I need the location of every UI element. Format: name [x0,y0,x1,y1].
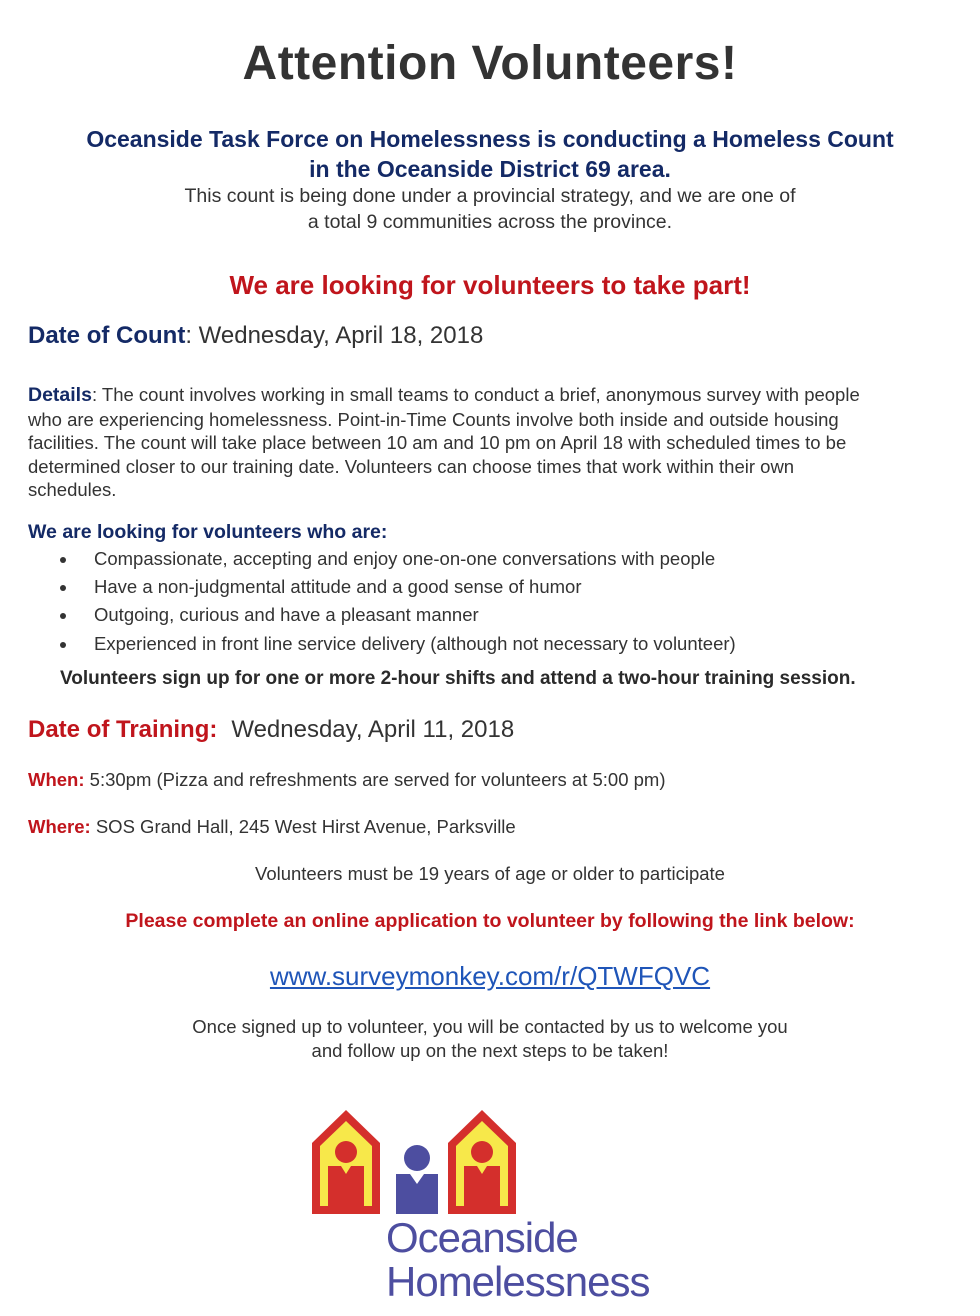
when-label: When: [28,769,85,790]
qualities-list [60,545,736,658]
volunteer-callout: We are looking for volunteers to take part! [229,270,751,300]
page-title: Attention Volunteers! [242,37,738,90]
count-date-label: Date of Count [28,322,186,349]
list-item: Outgoing, curious and have a pleasant manner [60,601,736,629]
apply-link[interactable]: www.surveymonkey.com/r/QTWFQVC [269,961,711,991]
training-date-value: Wednesday, April 11, 2018 [231,716,515,743]
count-date-value: Wednesday, April 18, 2018 [198,322,484,349]
followup-line2: and follow up on the next steps to be taken! [311,1040,669,1061]
details-line-3: facilities. The count will take place between 10 am and 10 pm on April 18 with scheduled times to be [28,432,847,453]
details-paragraph [28,383,958,502]
intro-body-line2: a total 9 communities across the province. [307,211,673,233]
houses-people-icon [312,1108,532,1216]
when-value: 5:30pm (Pizza and refreshments are served for volunteers at 5:00 pm) [84,769,666,790]
training-where-row [28,815,516,839]
details-line-5: schedules. [28,479,117,500]
age-requirement: Volunteers must be 19 years of age or older to participate [255,863,725,884]
bullet-icon [60,585,66,591]
apply-link-row [0,961,980,992]
bullet-icon [60,557,66,563]
intro-body-line1: This count is being done under a provincial strategy, and we are one of [184,185,796,207]
where-value: SOS Grand Hall, 245 West Hirst Avenue, Parksville [90,816,516,837]
intro-headline-line1: Oceanside Task Force on Homelessness is conducting a Homeless Count [86,126,894,152]
training-when-row [28,768,666,792]
list-item: Have a non-judgmental attitude and a good sense of humor [60,573,736,601]
organization-logo [308,1108,668,1308]
intro-headline-line2: in the Oceanside District 69 area. [309,156,671,182]
list-item: Experienced in front line service delivery (although not necessary to volunteer) [60,630,736,658]
logo-text-line2: Homelessness [386,1258,650,1305]
training-date-label: Date of Training: [28,716,218,743]
count-date-row [28,322,483,350]
logo-text-line1: Oceanside [386,1214,578,1261]
followup-line1: Once signed up to volunteer, you will be contacted by us to welcome you [192,1016,788,1037]
apply-prompt: Please complete an online application to volunteer by following the link below: [125,910,855,932]
qualities-heading: We are looking for volunteers who are: [28,521,388,543]
details-line-4: determined closer to our training date. Volunteers can choose times that work within their own [28,455,795,477]
details-line-2: who are experiencing homelessness. Point-in-Time Counts involve both inside and outside housing [28,408,839,430]
details-label: Details [28,384,92,406]
bullet-icon [60,642,66,648]
count-date-separator: : [185,322,199,349]
shifts-note: Volunteers sign up for one or more 2-hour shifts and attend a two-hour training session. [60,668,856,689]
training-date-row [28,716,514,744]
details-line-1: Details: The count involves working in small teams to conduct a brief, anonymous survey with people [28,384,860,406]
bullet-icon [60,613,66,619]
list-item: Compassionate, accepting and enjoy one-on-one conversations with people [60,545,736,573]
where-label: Where: [28,816,91,837]
